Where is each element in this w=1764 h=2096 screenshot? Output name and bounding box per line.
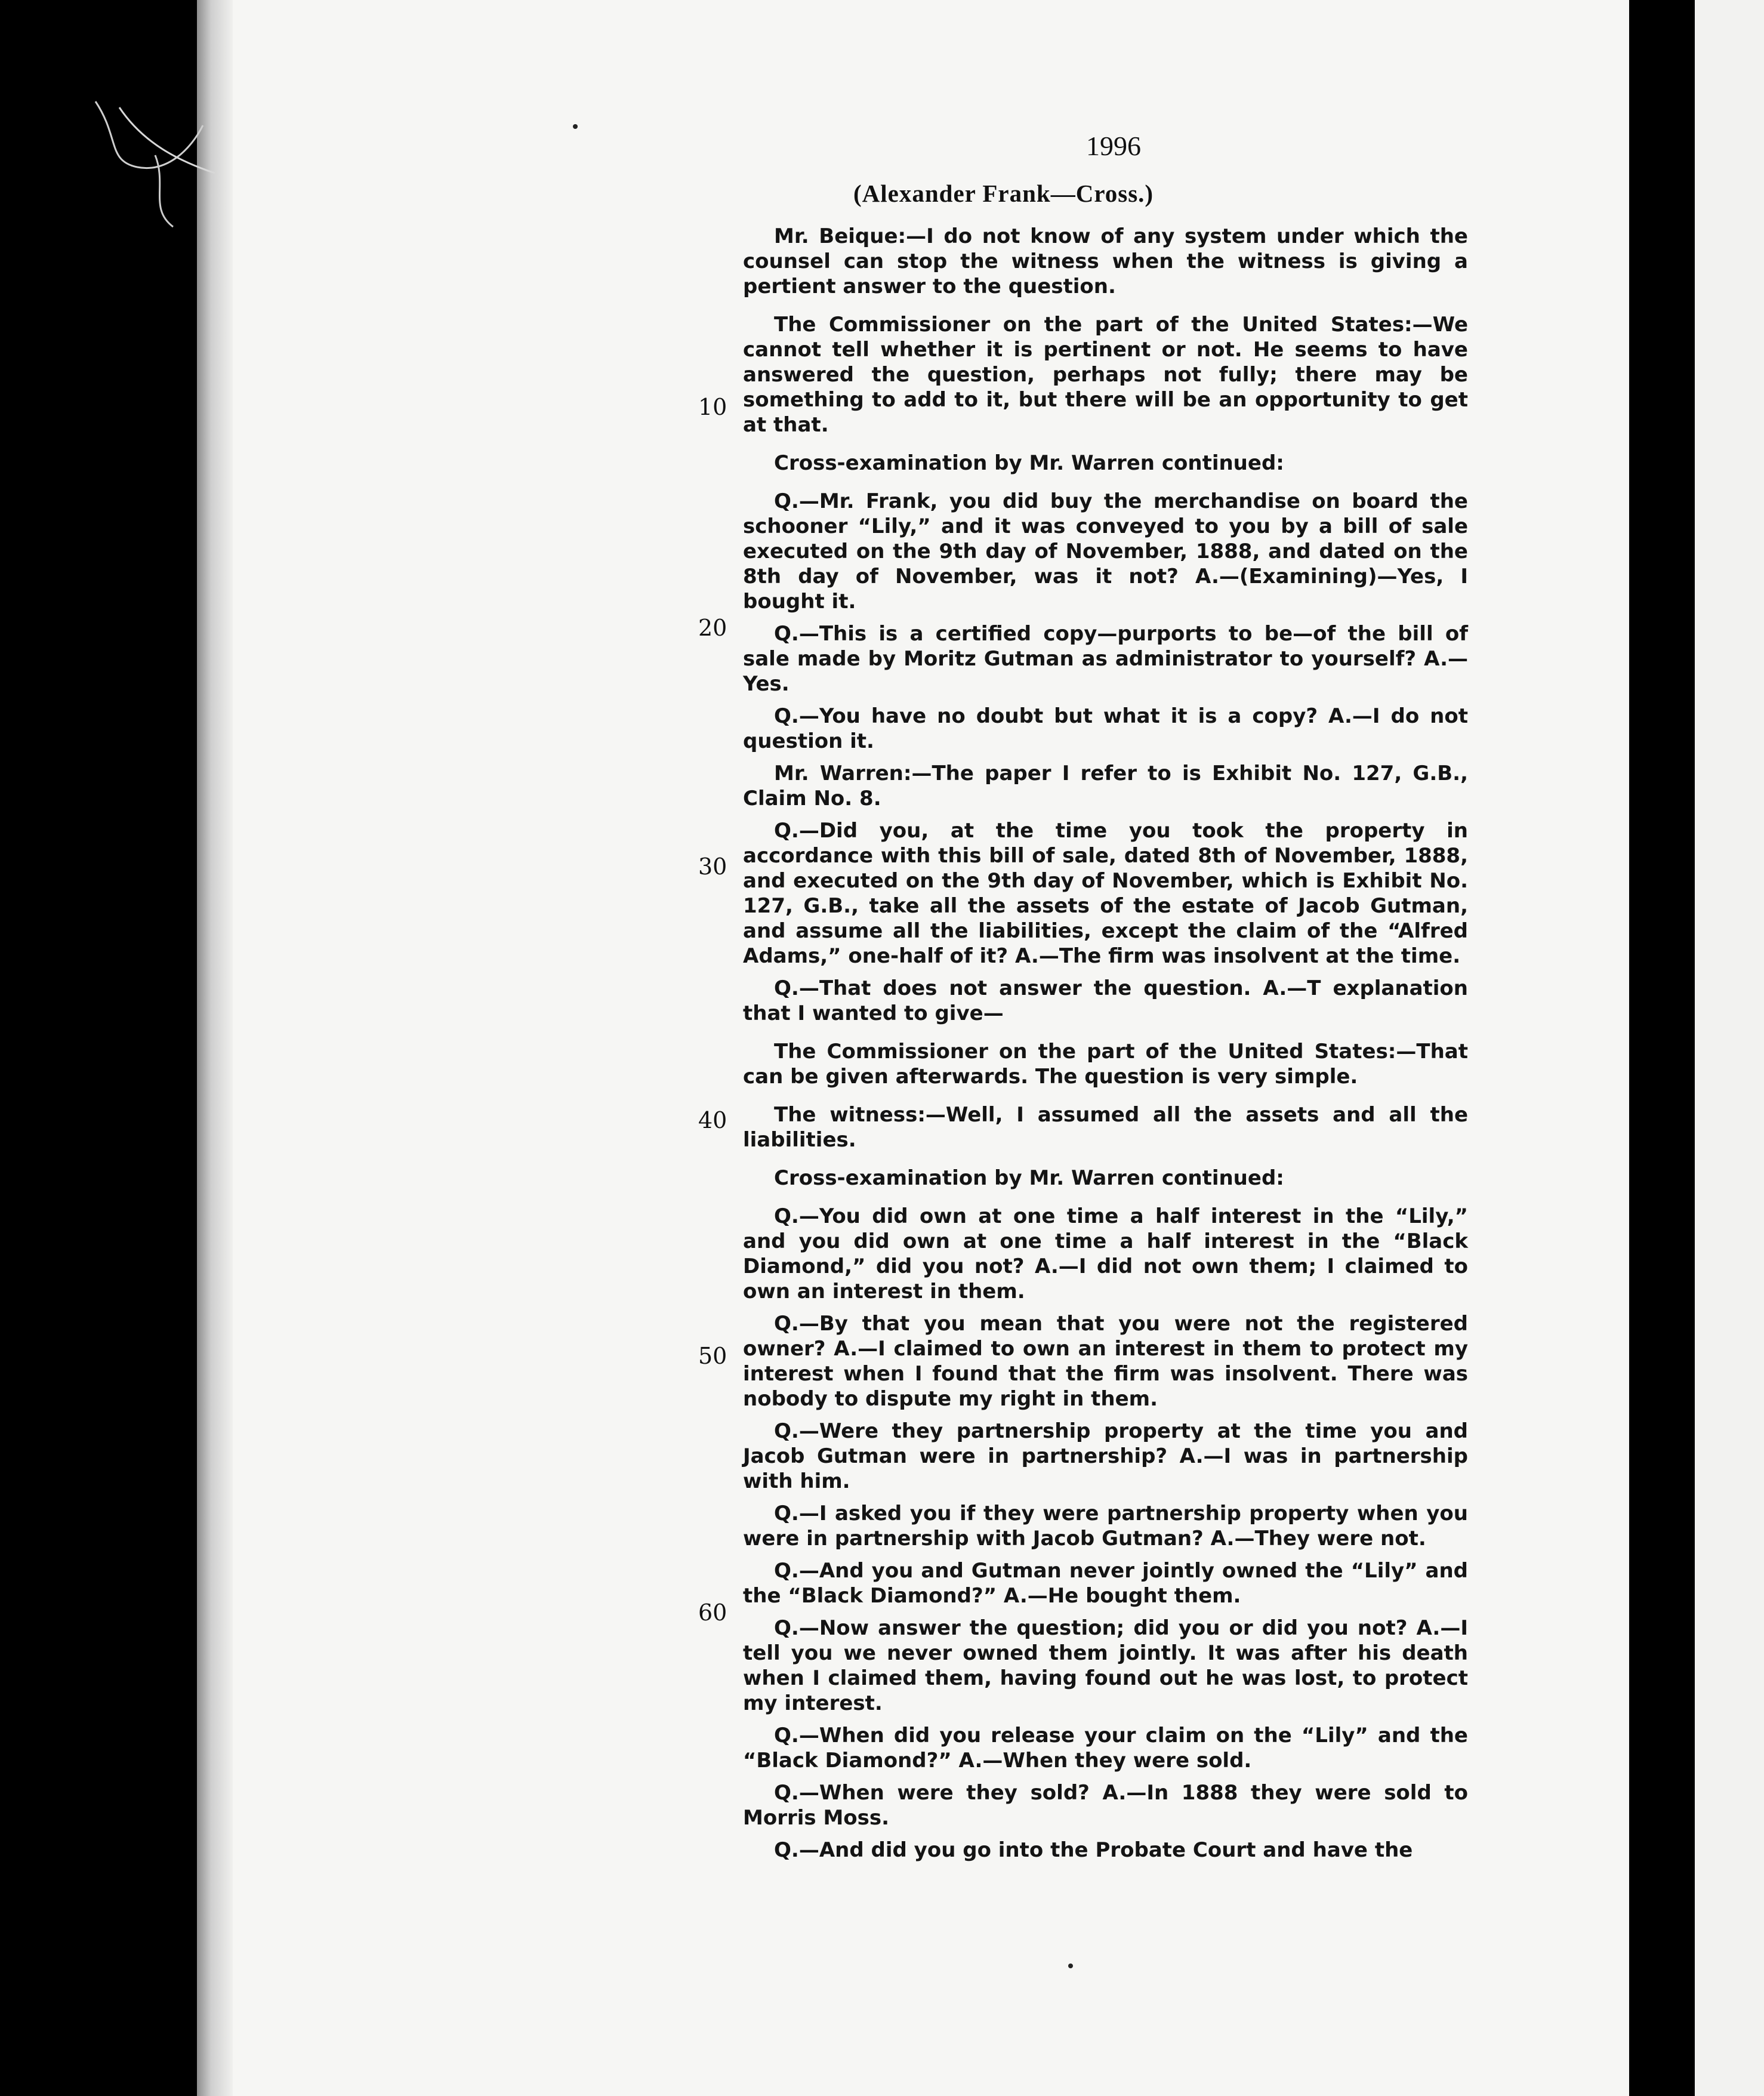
paragraph: Q.—By that you mean that you were not the registered owner? A.—I claimed to own an interest in them to protect my interest when I found that the firm was insolvent. There was nobody to dispute my right in them.: [743, 1312, 1468, 1411]
paragraph: Q.—You have no doubt but what it is a copy? A.—I do not question it.: [743, 704, 1468, 753]
paragraph: Q.—When did you release your claim on the “Lily” and the “Black Diamond?” A.—When they were sold.: [743, 1724, 1468, 1773]
paragraph: Q.—This is a certified copy—purports to be—of the bill of sale made by Moritz Gutman as administrator to yourself? A.—Yes.: [743, 622, 1468, 696]
paragraph: Q.—Mr. Frank, you did buy the merchandise on board the schooner “Lily,” and it was conveyed to you by a bill of sale executed on the 9th day of November, 1888, and dated on the 8th day of November, was it not? A.—(Examining)—Yes, I bought it.: [743, 489, 1468, 614]
speck-mark: [573, 124, 578, 129]
paragraph: Q.—And did you go into the Probate Court and have the: [774, 1838, 1413, 1862]
line-number: 50: [698, 1343, 727, 1369]
paragraph: Q.—Now answer the question; did you or did you not? A.—I tell you we never owned them jointly. It was after his death when I claimed them, having found out he was lost, to protect my interest.: [743, 1616, 1468, 1715]
binding-gap: [1629, 0, 1695, 2096]
running-head: (Alexander Frank—Cross.): [853, 180, 1154, 207]
paragraph: Q.—I asked you if they were partnership property when you were in partnership with Jacob Gutman? A.—They were not.: [743, 1502, 1468, 1551]
line-number: 30: [698, 853, 727, 880]
page-number: 1996: [1086, 131, 1141, 161]
paragraph: The Commissioner on the part of the United States:—We cannot tell whether it is pertinent or not. He seems to have answered the question, perhaps not fully; there may be something to add to it, but there will be an opportunity to get at that.: [743, 313, 1468, 437]
line-number: 60: [698, 1599, 727, 1626]
line-number: 10: [698, 394, 727, 420]
transcript-body: [743, 224, 1468, 1870]
paragraph: Q.—And you and Gutman never jointly owned the “Lily” and the “Black Diamond?” A.—He bought them.: [743, 1559, 1468, 1608]
paragraph: Q.—That does not answer the question. A.—T explanation that I wanted to give—: [743, 976, 1468, 1025]
section-heading: Cross-examination by Mr. Warren continued:: [774, 451, 1284, 475]
paragraph: Q.—Did you, at the time you took the property in accordance with this bill of sale, dated 8th of November, 1888, and executed on the 9th day of November, which is Exhibit No. 127, G.B., take all the assets of the estate of Jacob Gutman, and assume all the liabilities, except the claim of the “Alfred Adams,” one-half of it? A.—The firm was insolvent at the time.: [743, 819, 1468, 968]
paragraph: Q.—You did own at one time a half interest in the “Lily,” and you did own at one time a half interest in the “Black Diamond,” did you not? A.—I did not own them; I claimed to own an interest in them.: [743, 1204, 1468, 1303]
line-number: 20: [698, 615, 727, 641]
page-gutter-shadow: [197, 0, 233, 2096]
binding-thread-icon: [84, 90, 227, 233]
section-heading: Cross-examination by Mr. Warren continued:: [774, 1166, 1284, 1190]
speck-mark: [1068, 1964, 1073, 1968]
paragraph: Mr. Warren:—The paper I refer to is Exhibit No. 127, G.B., Claim No. 8.: [743, 762, 1468, 810]
paragraph: The Commissioner on the part of the United States:—That can be given afterwards. The question is very simple.: [743, 1040, 1468, 1089]
paragraph: The witness:—Well, I assumed all the assets and all the liabilities.: [743, 1103, 1468, 1152]
paragraph: Mr. Beique:—I do not know of any system under which the counsel can stop the witness when the witness is giving a pertient answer to the question.: [743, 224, 1468, 298]
line-number: 40: [698, 1107, 727, 1133]
adjacent-page-edge: [1695, 0, 1764, 2096]
paragraph: Q.—Were they partnership property at the time you and Jacob Gutman were in partnership? A.—I was in partnership with him.: [743, 1419, 1468, 1493]
paragraph: Q.—When were they sold? A.—In 1888 they were sold to Morris Moss.: [743, 1781, 1468, 1830]
